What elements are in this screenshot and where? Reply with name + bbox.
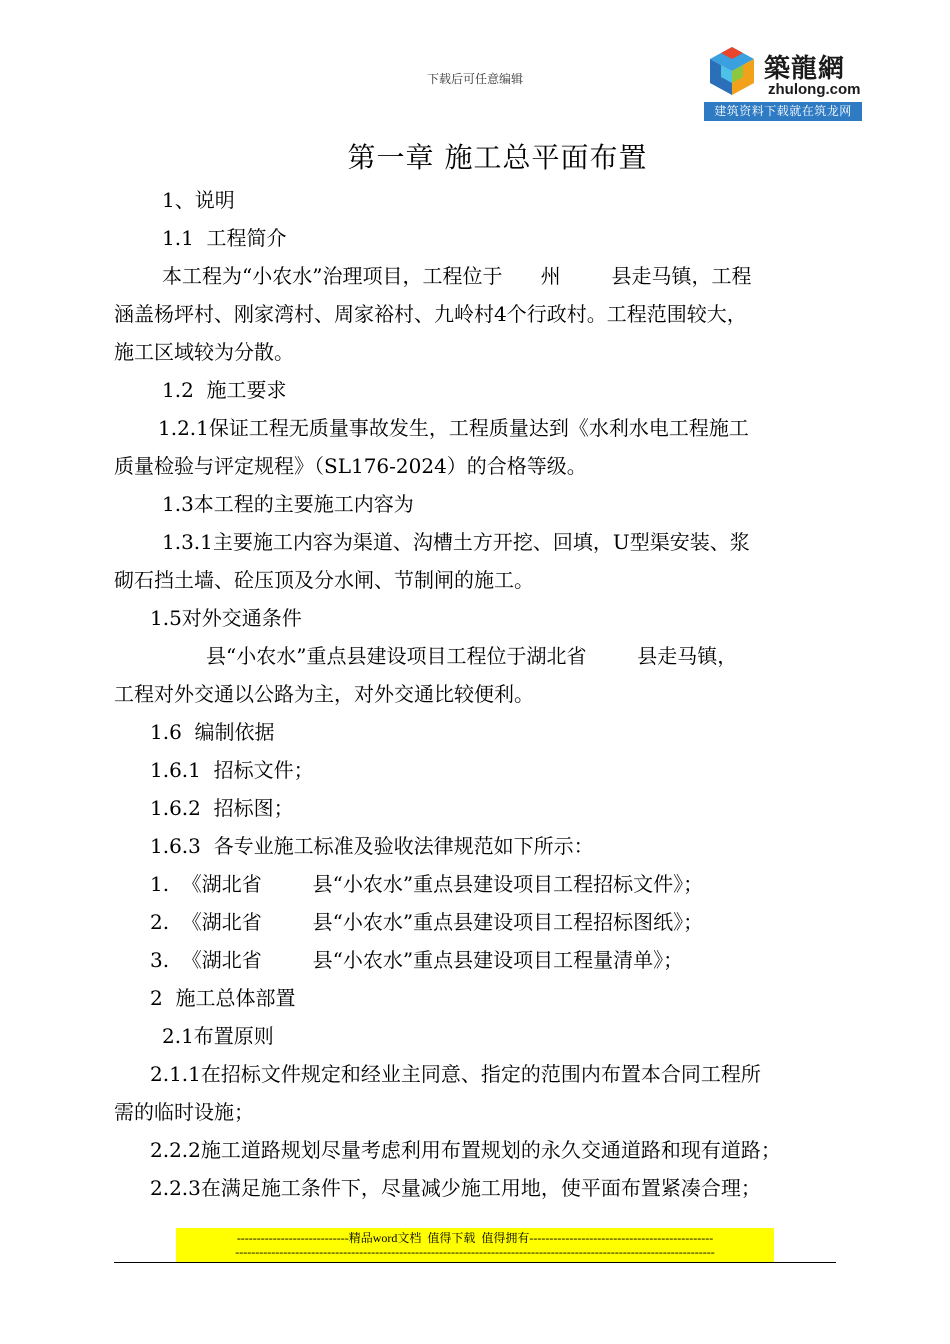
list-item: 1.6.3 各专业施工标准及验收法律规范如下所示： bbox=[150, 834, 594, 858]
footer-banner-line: ----------------------------精品word文档 值得下载 值得拥有---------------------------------------------- bbox=[236, 1231, 714, 1245]
paragraph-line: 2.1.1在招标文件规定和经业主同意、指定的范围内布置本合同工程所 bbox=[150, 1062, 761, 1086]
subsection-heading: 1.2 施工要求 bbox=[162, 378, 287, 402]
subsection-heading: 1.3本工程的主要施工内容为 bbox=[162, 492, 414, 516]
logo-domain: zhulong.com bbox=[768, 81, 861, 98]
list-item: 1.6.2 招标图； bbox=[150, 796, 294, 820]
cube-logo-icon bbox=[704, 43, 760, 99]
paragraph-line: 县“小农水”重点县建设项目工程位于湖北省 县走马镇， bbox=[206, 644, 738, 668]
list-item: 1. 《湖北省 县“小农水”重点县建设项目工程招标文件》； bbox=[150, 872, 704, 896]
paragraph-line: 工程对外交通以公路为主，对外交通比较便利。 bbox=[114, 682, 534, 706]
paragraph-line: 本工程为“小农水”治理项目，工程位于 州 县走马镇，工程 bbox=[162, 264, 752, 288]
subsection-heading: 1.6 编制依据 bbox=[150, 720, 275, 744]
paragraph-line: 需的临时设施； bbox=[114, 1100, 254, 1124]
paragraph-line: 1.3.1主要施工内容为渠道、沟槽土方开挖、回填，U型渠安装、浆 bbox=[162, 530, 750, 554]
subsection-heading: 1.1 工程简介 bbox=[162, 226, 287, 250]
section-heading: 2 施工总体部置 bbox=[150, 986, 296, 1010]
logo-slogan: 建筑资料下载就在筑龙网 bbox=[704, 102, 862, 121]
footer-divider bbox=[114, 1262, 836, 1263]
list-item: 1.6.1 招标文件； bbox=[150, 758, 314, 782]
subsection-heading: 1.5对外交通条件 bbox=[150, 606, 302, 630]
list-item: 2. 《湖北省 县“小农水”重点县建设项目工程招标图纸》； bbox=[150, 910, 704, 934]
chapter-title: 第一章 施工总平面布置 bbox=[347, 141, 648, 174]
paragraph-line: 1.2.1保证工程无质量事故发生，工程质量达到《水利水电工程施工 bbox=[158, 416, 749, 440]
paragraph-line: 砌石挡土墙、砼压顶及分水闸、节制闸的施工。 bbox=[114, 568, 534, 592]
paragraph-line: 施工区域较为分散。 bbox=[114, 340, 294, 364]
paragraph-line: 质量检验与评定规程》（SL176-2024）的合格等级。 bbox=[114, 454, 587, 478]
paragraph-line: 2.2.2施工道路规划尽量考虑利用布置规划的永久交通道路和现有道路； bbox=[150, 1138, 781, 1162]
header-note: 下载后可任意编辑 bbox=[426, 72, 523, 86]
list-item: 3. 《湖北省 县“小农水”重点县建设项目工程量清单》； bbox=[150, 948, 684, 972]
footer-dash-line: ------------------------------------------------------------------------------------------------------------------------ bbox=[235, 1245, 715, 1259]
section-heading: 1、说明 bbox=[162, 188, 235, 212]
logo-name: 築龍網 bbox=[764, 54, 846, 84]
paragraph-line: 2.2.3在满足施工条件下，尽量减少施工用地，使平面布置紧凑合理； bbox=[150, 1176, 761, 1200]
zhulong-logo bbox=[704, 43, 862, 121]
subsection-heading: 2.1布置原则 bbox=[162, 1024, 274, 1048]
paragraph-line: 涵盖杨坪村、刚家湾村、周家裕村、九岭村4个行政村。工程范围较大， bbox=[114, 302, 747, 326]
